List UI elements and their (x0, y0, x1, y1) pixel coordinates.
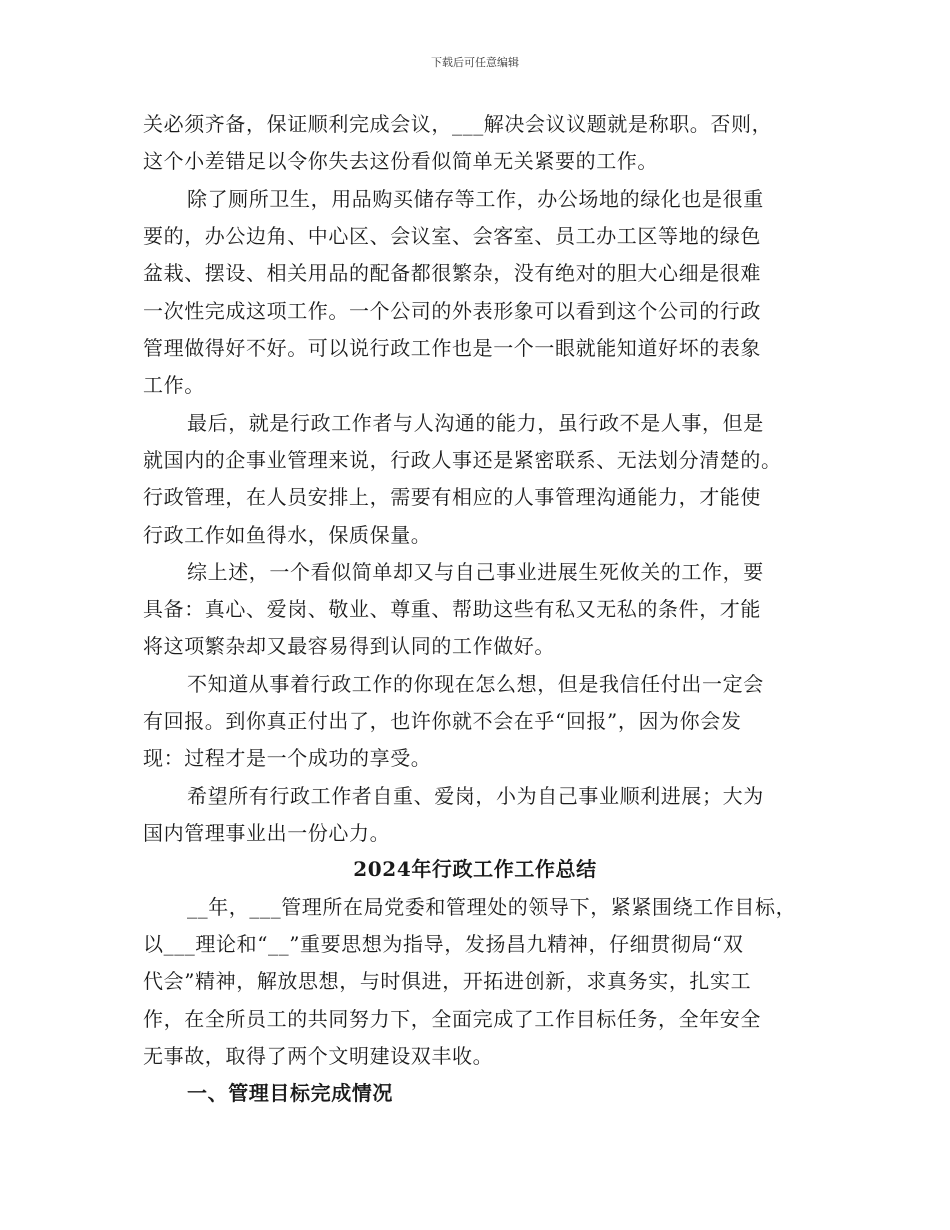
text-line: 作，在全所员工的共同努力下，全面完成了工作目标任务，全年安全 (143, 1007, 761, 1031)
text-line: 具备：真心、爱岗、敬业、尊重、帮助这些有私又无私的条件，才能 (143, 597, 761, 621)
text-line: 工作。 (143, 373, 205, 397)
text-line: 盆栽、摆设、相关用品的配备都很繁杂，没有绝对的胆大心细是很难 (143, 261, 761, 285)
subsection-heading: 一、管理目标完成情况 (187, 1081, 393, 1105)
paragraph-first-line: 最后，就是行政工作者与人沟通的能力，虽行政不是人事，但是 (187, 411, 764, 435)
text-line: 管理做得好不好。可以说行政工作也是一个一眼就能知道好坏的表象 (143, 336, 761, 360)
text-line: 以___理论和“__”重要思想为指导，发扬昌九精神，仔细贯彻局“双 (143, 932, 744, 956)
text-line: 要的，办公边角、中心区、会议室、会客室、员工办工区等地的绿色 (143, 224, 761, 248)
paragraph-first-line: 希望所有行政工作者自重、爱岗，小为自己事业顺利进展；大为 (187, 784, 764, 808)
text-line: 一次性完成这项工作。一个公司的外表形象可以看到这个公司的行政 (143, 299, 761, 323)
paragraph-first-line: __年，___管理所在局党委和管理处的领导下，紧紧围绕工作目标， (187, 895, 797, 919)
text-line: 这个小差错足以令你失去这份看似简单无关紧要的工作。 (143, 149, 658, 173)
paragraph-first-line: 综上述，一个看似简单却又与自己事业进展生死攸关的工作，要 (187, 560, 764, 584)
section-title: 2024年行政工作工作总结 (353, 857, 597, 881)
text-line: 就国内的企事业管理来说，行政人事还是紧密联系、无法划分清楚的。 (143, 448, 782, 472)
text-line: 代会”精神，解放思想，与时俱进，开拓进创新，求真务实，扎实工 (143, 969, 752, 993)
text-line: 国内管理事业出一份心力。 (143, 821, 391, 845)
page-header: 下载后可任意编辑 (431, 56, 519, 69)
text-line: 无事故，取得了两个文明建设双丰收。 (143, 1044, 494, 1068)
text-line: 关必须齐备，保证顺利完成会议，___解决会议议题就是称职。否则， (143, 112, 773, 136)
text-line: 现：过程才是一个成功的享受。 (143, 746, 432, 770)
text-line: 行政工作如鱼得水，保质保量。 (143, 523, 432, 547)
paragraph-first-line: 不知道从事着行政工作的你现在怎么想，但是我信任付出一定会 (187, 672, 764, 696)
paragraph-first-line: 除了厕所卫生，用品购买储存等工作，办公场地的绿化也是很重 (187, 187, 764, 211)
text-line: 将这项繁杂却又最容易得到认同的工作做好。 (143, 634, 555, 658)
text-line: 有回报。到你真正付出了，也许你就不会在乎“回报”，因为你会发 (143, 709, 742, 733)
text-line: 行政管理，在人员安排上，需要有相应的人事管理沟通能力，才能使 (143, 485, 761, 509)
